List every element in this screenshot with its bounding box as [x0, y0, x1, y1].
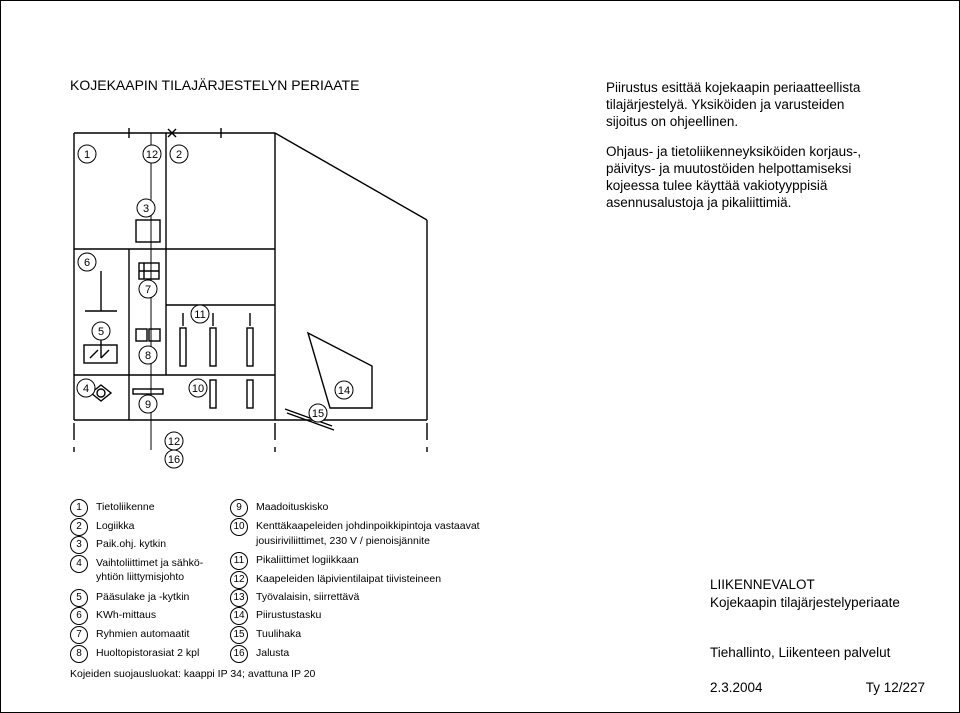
legend-text: Piirustustasku: [256, 609, 322, 621]
callout-7: [139, 280, 157, 298]
legend-number: 3: [70, 536, 88, 554]
callout-4: [77, 379, 95, 397]
legend-text: jousiriviliittimet, 230 V / pienoisjännite: [256, 535, 430, 547]
callout-12-top: [143, 145, 161, 163]
legend-text: Kenttäkaapeleiden johdinpoikkipintoja vastaavat: [256, 520, 480, 532]
title-block-footer: [710, 680, 925, 695]
title-block-date: 2.3.2004: [710, 680, 763, 695]
callout-2: [170, 145, 188, 163]
legend-text: Tuulihaka: [256, 628, 302, 640]
legend-number: 1: [70, 499, 88, 517]
callout-label: 3: [142, 203, 150, 215]
description-line: sijoitus on ohjeellinen.: [606, 114, 739, 129]
callout-10: [189, 379, 207, 397]
legend-text: Pikaliittimet logiikkaan: [256, 554, 359, 566]
callout-label: 8: [144, 350, 152, 362]
callout-9: [139, 395, 157, 413]
callout-11: [191, 305, 209, 323]
callout-label: 15: [311, 408, 325, 420]
title-block-document-id: Ty 12/227: [865, 680, 925, 695]
legend-text: Huoltopistorasiat 2 kpl: [96, 647, 200, 659]
legend-text: Logiikka: [96, 520, 135, 532]
description-line: Piirustus esittää kojekaapin periaatteellista: [606, 80, 861, 95]
callout-8: [139, 346, 157, 364]
callout-3: [137, 199, 155, 217]
legend-text: Jalusta: [256, 647, 290, 659]
legend-number: 13: [230, 589, 248, 607]
protection-classes-note: Kojeiden suojausluokat: kaappi IP 34; avattuna IP 20: [70, 668, 316, 680]
legend-number: 14: [230, 607, 248, 625]
callout-16: [165, 450, 183, 468]
legend-number: 5: [70, 589, 88, 607]
callout-label: 12: [167, 436, 181, 448]
callout-label: 9: [144, 399, 152, 411]
title-block-line-2: Kojekaapin tilajärjestelyperiaate: [710, 595, 900, 610]
description-line: päivitys- ja muutostöiden helpottamiseksi: [606, 161, 852, 176]
callout-5: [92, 322, 110, 340]
legend-text: Pääsulake ja -kytkin: [96, 591, 190, 603]
legend-number: 4: [70, 555, 88, 573]
description-line: asennusalustoja ja pikaliittimiä.: [606, 195, 792, 210]
legend-number: 8: [70, 645, 88, 663]
legend-number: 7: [70, 626, 88, 644]
callout-label: 10: [191, 383, 205, 395]
callout-label: 2: [175, 149, 183, 161]
description-line: tilajärjestelyä. Yksiköiden ja varusteiden: [606, 97, 845, 112]
legend-text: Paik.ohj. kytkin: [96, 538, 167, 550]
callout-label: 5: [97, 326, 105, 338]
callout-label: 14: [337, 385, 351, 397]
callout-label: 11: [194, 309, 206, 321]
callout-12-bottom: [165, 432, 183, 450]
callout-6: [78, 253, 96, 271]
callout-label: 6: [83, 257, 91, 269]
legend-number: 2: [70, 518, 88, 536]
callout-label: 16: [167, 454, 181, 466]
title-block-line-1: LIIKENNEVALOT: [710, 577, 815, 592]
legend-text: KWh-mittaus: [96, 609, 157, 621]
legend-text: yhtiön liittymisjohto: [96, 571, 185, 583]
callout-14: [335, 381, 353, 399]
legend-text: Kaapeleiden läpivientilaipat tiivisteineen: [256, 573, 442, 585]
legend-number: 10: [230, 518, 248, 536]
legend-text: Maadoituskisko: [256, 501, 329, 513]
callout-1: [78, 145, 96, 163]
callout-label: 4: [82, 383, 90, 395]
legend-number: 6: [70, 607, 88, 625]
callout-label: 12: [145, 149, 159, 161]
legend-number: 9: [230, 499, 248, 517]
callout-label: 7: [144, 284, 152, 296]
legend-text: Vaihtoliittimet ja sähkö-: [96, 557, 204, 569]
description-line: Ohjaus- ja tietoliikenneyksiköiden korjaus-,: [606, 144, 862, 159]
title-block-organization: Tiehallinto, Liikenteen palvelut: [710, 645, 891, 660]
callout-15: [309, 404, 327, 422]
description-line: kojeessa tulee käyttää vakiotyyppisiä: [606, 178, 828, 193]
legend-number: 15: [230, 626, 248, 644]
legend-number: 11: [230, 552, 248, 570]
legend-text: Tietoliikenne: [96, 501, 155, 513]
legend-text: Ryhmien automaatit: [96, 628, 190, 640]
legend-text: Työvalaisin, siirrettävä: [256, 591, 360, 603]
legend-number: 16: [230, 645, 248, 663]
legend-number: 12: [230, 571, 248, 589]
drawing-title: KOJEKAAPIN TILAJÄRJESTELYN PERIAATE: [70, 77, 360, 93]
callout-label: 1: [83, 149, 91, 161]
